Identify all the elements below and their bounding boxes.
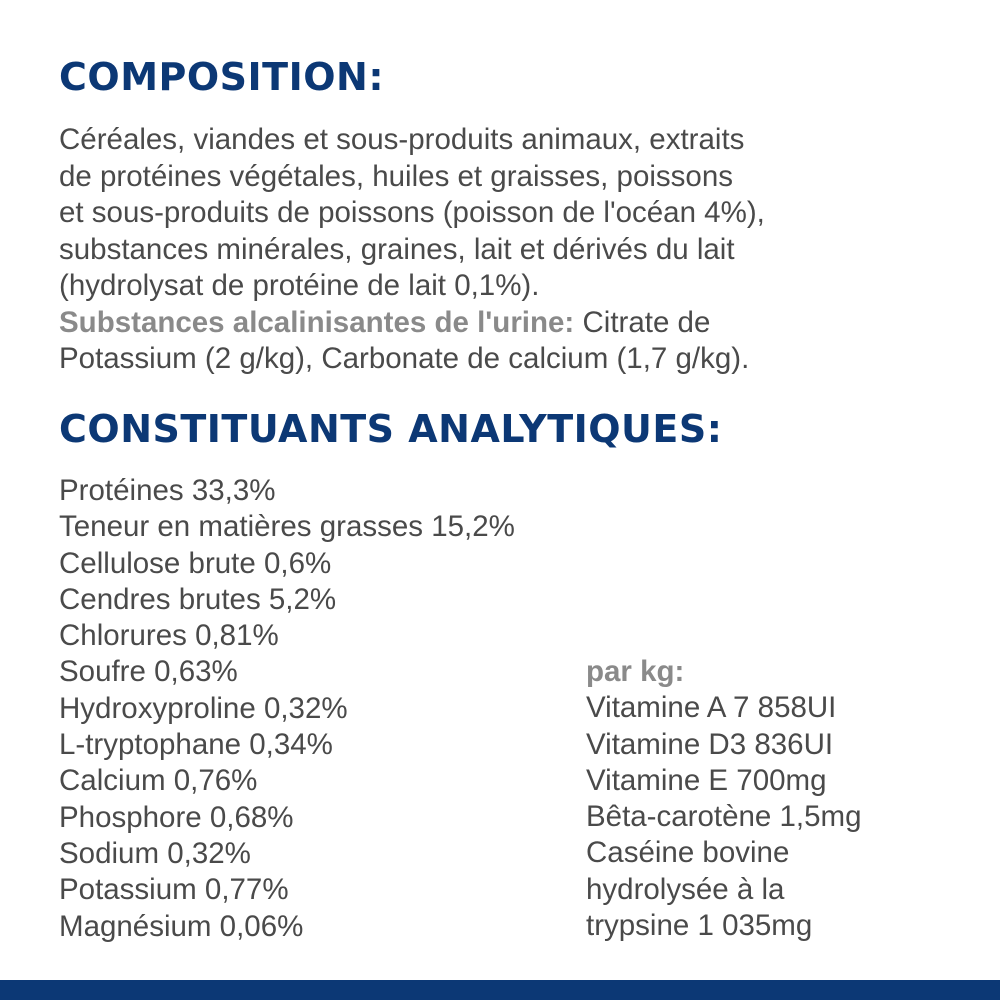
alkalinizing-line xyxy=(59,305,959,342)
composition-line: de protéines végétales, huiles et graisses, poissons xyxy=(59,159,733,193)
analytical-heading: CONSTITUANTS ANALYTIQUES: xyxy=(59,407,723,451)
composition-heading: COMPOSITION: xyxy=(59,55,385,99)
list-item: Sodium 0,32% xyxy=(59,836,251,870)
list-item: Vitamine D3 836UI xyxy=(586,727,834,761)
list-item: Vitamine E 700mg xyxy=(586,763,827,797)
list-item: Caséine bovine xyxy=(586,836,790,870)
per-kg-label: par kg: xyxy=(586,655,685,688)
list-item: Cellulose brute 0,6% xyxy=(59,546,332,580)
per-kg-list xyxy=(586,654,862,944)
list-item: Soufre 0,63% xyxy=(59,655,238,689)
list-item: Potassium 0,77% xyxy=(59,873,289,907)
list-item: L-tryptophane 0,34% xyxy=(59,728,333,762)
list-item: Teneur en matières grasses 15,2% xyxy=(59,510,515,544)
list-item: Cendres brutes 5,2% xyxy=(59,582,337,616)
composition-text xyxy=(59,122,959,378)
list-item: hydrolysée à la xyxy=(586,872,785,906)
list-item: Vitamine A 7 858UI xyxy=(586,691,837,725)
composition-line: et sous-produits de poissons (poisson de l'océan 4%), xyxy=(59,196,765,229)
alkalinizing-text: Citrate de xyxy=(574,305,711,339)
list-item: Magnésium 0,06% xyxy=(59,909,304,943)
analytical-list xyxy=(59,473,515,945)
list-item: Calcium 0,76% xyxy=(59,764,258,798)
alkalinizing-label: Substances alcalinisantes de l'urine: xyxy=(59,305,575,339)
composition-line: (hydrolysat de protéine de lait 0,1%). xyxy=(59,269,540,302)
list-item: trypsine 1 035mg xyxy=(586,909,813,943)
list-item: Chlorures 0,81% xyxy=(59,619,279,653)
footer-bar xyxy=(0,980,1000,1000)
alkalinizing-line-continued: Potassium (2 g/kg), Carbonate de calcium (1,7 g/kg). xyxy=(59,342,750,375)
list-item: Hydroxyproline 0,32% xyxy=(59,691,348,725)
list-item: Protéines 33,3% xyxy=(59,474,276,507)
composition-line: Céréales, viandes et sous-produits animaux, extraits xyxy=(59,123,745,156)
list-item: Phosphore 0,68% xyxy=(59,800,294,834)
composition-line: substances minérales, graines, lait et dérivés du lait xyxy=(59,232,735,266)
list-item: Bêta-carotène 1,5mg xyxy=(586,800,862,834)
